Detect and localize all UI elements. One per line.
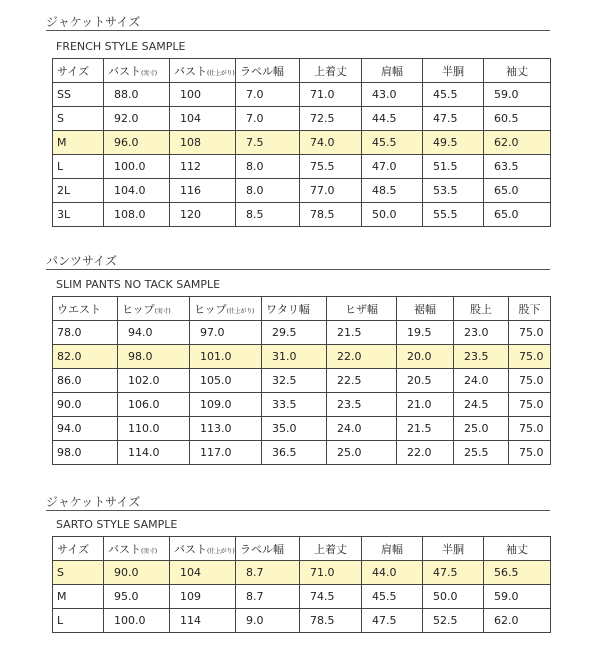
header-label: 半胴 bbox=[442, 542, 464, 556]
table-cell: 21.5 bbox=[397, 417, 454, 441]
table-cell: 97.0 bbox=[190, 321, 262, 345]
header-label: 袖丈 bbox=[506, 64, 528, 78]
table-cell: 98.0 bbox=[118, 345, 190, 369]
table-cell: 75.0 bbox=[509, 321, 551, 345]
sarto-header-cell bbox=[362, 537, 423, 561]
table-cell: 8.0 bbox=[236, 155, 300, 179]
table-cell: 8.5 bbox=[236, 203, 300, 227]
table-cell: 78.5 bbox=[300, 203, 362, 227]
table-cell: 51.5 bbox=[423, 155, 484, 179]
table-cell: 9.0 bbox=[236, 609, 300, 633]
header-label: ヒップ bbox=[194, 302, 227, 316]
table-cell: 104.0 bbox=[104, 179, 170, 203]
header-label: ワタリ幅 bbox=[266, 302, 310, 316]
table-cell: 71.0 bbox=[300, 83, 362, 107]
sarto-header-row bbox=[53, 537, 551, 561]
table-cell: L bbox=[53, 609, 104, 633]
header-label: ヒザ幅 bbox=[345, 302, 378, 316]
jacket-section-heading: ジャケットサイズ bbox=[46, 15, 550, 31]
table-cell: 7.0 bbox=[236, 107, 300, 131]
table-cell: 19.5 bbox=[397, 321, 454, 345]
table-cell: 112 bbox=[170, 155, 236, 179]
table-cell: 45.5 bbox=[362, 131, 423, 155]
header-note: (仕上がり) bbox=[226, 307, 255, 315]
table-cell: 8.0 bbox=[236, 179, 300, 203]
table-cell: 25.0 bbox=[327, 441, 397, 465]
table-cell: 117.0 bbox=[190, 441, 262, 465]
table-row bbox=[53, 441, 551, 465]
table-cell: 47.5 bbox=[423, 107, 484, 131]
table-cell: 7.5 bbox=[236, 131, 300, 155]
table-cell: 65.0 bbox=[484, 179, 551, 203]
table-row bbox=[53, 131, 551, 155]
table-row bbox=[53, 393, 551, 417]
table-cell: 20.5 bbox=[397, 369, 454, 393]
table-cell: L bbox=[53, 155, 104, 179]
table-cell: 21.0 bbox=[397, 393, 454, 417]
header-label: サイズ bbox=[57, 542, 90, 556]
table-cell: 31.0 bbox=[262, 345, 327, 369]
jacket-sample-title: FRENCH STYLE SAMPLE bbox=[56, 40, 186, 53]
table-row bbox=[53, 203, 551, 227]
table-cell: 94.0 bbox=[118, 321, 190, 345]
table-row bbox=[53, 107, 551, 131]
header-label: 肩幅 bbox=[381, 542, 403, 556]
table-cell: 63.5 bbox=[484, 155, 551, 179]
table-cell: 52.5 bbox=[423, 609, 484, 633]
pants-header-cell bbox=[397, 297, 454, 321]
table-cell: 100 bbox=[170, 83, 236, 107]
header-label: 半胴 bbox=[442, 64, 464, 78]
sarto-header-cell bbox=[423, 537, 484, 561]
table-cell: 109.0 bbox=[190, 393, 262, 417]
table-row bbox=[53, 155, 551, 179]
header-note: (仕上がり) bbox=[207, 69, 235, 77]
table-cell: 96.0 bbox=[104, 131, 170, 155]
table-cell: 106.0 bbox=[118, 393, 190, 417]
table-cell: 92.0 bbox=[104, 107, 170, 131]
table-cell: M bbox=[53, 131, 104, 155]
table-cell: 22.0 bbox=[397, 441, 454, 465]
table-cell: 78.0 bbox=[53, 321, 118, 345]
table-cell: 44.0 bbox=[362, 561, 423, 585]
table-row bbox=[53, 609, 551, 633]
table-row bbox=[53, 561, 551, 585]
pants-section-heading: パンツサイズ bbox=[46, 254, 550, 270]
sarto-header-cell bbox=[300, 537, 362, 561]
table-cell: 47.5 bbox=[362, 609, 423, 633]
sarto-header-cell bbox=[236, 537, 300, 561]
table-cell: 50.0 bbox=[362, 203, 423, 227]
jacket-header-cell bbox=[104, 59, 170, 83]
header-label: ラペル幅 bbox=[240, 64, 284, 78]
table-cell: 88.0 bbox=[104, 83, 170, 107]
table-cell: 62.0 bbox=[484, 609, 551, 633]
table-cell: S bbox=[53, 561, 104, 585]
header-label: バスト bbox=[174, 542, 207, 556]
table-cell: 82.0 bbox=[53, 345, 118, 369]
table-cell: 8.7 bbox=[236, 561, 300, 585]
pants-header-cell bbox=[327, 297, 397, 321]
header-label: バスト bbox=[108, 64, 141, 78]
table-cell: 108.0 bbox=[104, 203, 170, 227]
sarto-section-heading: ジャケットサイズ bbox=[46, 495, 550, 511]
table-cell: 113.0 bbox=[190, 417, 262, 441]
table-cell: 8.7 bbox=[236, 585, 300, 609]
pants-header-cell bbox=[262, 297, 327, 321]
table-cell: 75.0 bbox=[509, 417, 551, 441]
jacket-header-cell bbox=[362, 59, 423, 83]
table-cell: 49.5 bbox=[423, 131, 484, 155]
table-cell: 36.5 bbox=[262, 441, 327, 465]
table-row bbox=[53, 369, 551, 393]
table-cell: 55.5 bbox=[423, 203, 484, 227]
table-cell: 47.5 bbox=[423, 561, 484, 585]
table-cell: 109 bbox=[170, 585, 236, 609]
table-cell: 56.5 bbox=[484, 561, 551, 585]
table-cell: 90.0 bbox=[104, 561, 170, 585]
table-cell: 75.0 bbox=[509, 393, 551, 417]
table-cell: S bbox=[53, 107, 104, 131]
table-cell: 50.0 bbox=[423, 585, 484, 609]
table-row bbox=[53, 345, 551, 369]
sarto-size-table bbox=[52, 536, 551, 633]
table-cell: 116 bbox=[170, 179, 236, 203]
table-cell: 114.0 bbox=[118, 441, 190, 465]
header-label: サイズ bbox=[57, 64, 90, 78]
table-cell: SS bbox=[53, 83, 104, 107]
table-cell: 114 bbox=[170, 609, 236, 633]
header-label: ラペル幅 bbox=[240, 542, 284, 556]
table-cell: 53.5 bbox=[423, 179, 484, 203]
header-label: バスト bbox=[174, 64, 207, 78]
table-cell: 7.0 bbox=[236, 83, 300, 107]
table-cell: 43.0 bbox=[362, 83, 423, 107]
jacket-header-cell bbox=[300, 59, 362, 83]
table-row bbox=[53, 83, 551, 107]
table-cell: 2L bbox=[53, 179, 104, 203]
sarto-header-cell bbox=[53, 537, 104, 561]
table-cell: 24.5 bbox=[454, 393, 509, 417]
table-cell: 98.0 bbox=[53, 441, 118, 465]
jacket-header-cell bbox=[170, 59, 236, 83]
header-note: (実寸) bbox=[141, 547, 157, 555]
pants-header-cell bbox=[190, 297, 262, 321]
table-cell: M bbox=[53, 585, 104, 609]
pants-sample-title: SLIM PANTS NO TACK SAMPLE bbox=[56, 278, 221, 291]
table-cell: 101.0 bbox=[190, 345, 262, 369]
table-cell: 75.0 bbox=[509, 441, 551, 465]
table-cell: 120 bbox=[170, 203, 236, 227]
table-cell: 23.5 bbox=[454, 345, 509, 369]
table-cell: 21.5 bbox=[327, 321, 397, 345]
sarto-header-cell bbox=[484, 537, 551, 561]
table-cell: 59.0 bbox=[484, 585, 551, 609]
table-cell: 24.0 bbox=[327, 417, 397, 441]
table-cell: 105.0 bbox=[190, 369, 262, 393]
header-label: 上着丈 bbox=[314, 64, 347, 78]
pants-header-row bbox=[53, 297, 551, 321]
table-cell: 104 bbox=[170, 107, 236, 131]
table-cell: 44.5 bbox=[362, 107, 423, 131]
table-cell: 102.0 bbox=[118, 369, 190, 393]
table-cell: 94.0 bbox=[53, 417, 118, 441]
header-label: ウエスト bbox=[57, 302, 101, 316]
table-cell: 24.0 bbox=[454, 369, 509, 393]
table-cell: 22.5 bbox=[327, 369, 397, 393]
table-cell: 75.0 bbox=[509, 369, 551, 393]
table-cell: 104 bbox=[170, 561, 236, 585]
table-cell: 47.0 bbox=[362, 155, 423, 179]
sarto-header-cell bbox=[104, 537, 170, 561]
header-label: 上着丈 bbox=[314, 542, 347, 556]
jacket-header-cell bbox=[484, 59, 551, 83]
table-cell: 74.0 bbox=[300, 131, 362, 155]
table-cell: 75.5 bbox=[300, 155, 362, 179]
table-cell: 29.5 bbox=[262, 321, 327, 345]
table-cell: 100.0 bbox=[104, 155, 170, 179]
table-cell: 65.0 bbox=[484, 203, 551, 227]
table-cell: 86.0 bbox=[53, 369, 118, 393]
table-cell: 3L bbox=[53, 203, 104, 227]
table-cell: 95.0 bbox=[104, 585, 170, 609]
table-cell: 62.0 bbox=[484, 131, 551, 155]
table-cell: 23.0 bbox=[454, 321, 509, 345]
header-label: ヒップ bbox=[122, 302, 155, 316]
table-cell: 90.0 bbox=[53, 393, 118, 417]
header-label: 袖丈 bbox=[506, 542, 528, 556]
table-row bbox=[53, 417, 551, 441]
header-label: 股下 bbox=[518, 302, 541, 316]
table-cell: 71.0 bbox=[300, 561, 362, 585]
header-label: バスト bbox=[108, 542, 141, 556]
table-cell: 72.5 bbox=[300, 107, 362, 131]
header-label: 肩幅 bbox=[381, 64, 403, 78]
table-cell: 74.5 bbox=[300, 585, 362, 609]
table-cell: 59.0 bbox=[484, 83, 551, 107]
table-cell: 22.0 bbox=[327, 345, 397, 369]
sarto-sample-title: SARTO STYLE SAMPLE bbox=[56, 518, 178, 531]
table-cell: 32.5 bbox=[262, 369, 327, 393]
table-cell: 20.0 bbox=[397, 345, 454, 369]
table-cell: 77.0 bbox=[300, 179, 362, 203]
header-note: (仕上がり) bbox=[207, 547, 235, 555]
pants-header-cell bbox=[118, 297, 190, 321]
table-row bbox=[53, 321, 551, 345]
table-cell: 25.0 bbox=[454, 417, 509, 441]
pants-header-cell bbox=[454, 297, 509, 321]
table-cell: 45.5 bbox=[362, 585, 423, 609]
table-row bbox=[53, 585, 551, 609]
table-row bbox=[53, 179, 551, 203]
table-cell: 108 bbox=[170, 131, 236, 155]
pants-header-cell bbox=[53, 297, 118, 321]
jacket-header-cell bbox=[53, 59, 104, 83]
table-cell: 23.5 bbox=[327, 393, 397, 417]
jacket-size-table bbox=[52, 58, 551, 227]
table-cell: 75.0 bbox=[509, 345, 551, 369]
jacket-header-row bbox=[53, 59, 551, 83]
table-cell: 78.5 bbox=[300, 609, 362, 633]
header-note: (実寸) bbox=[141, 69, 157, 77]
sarto-header-cell bbox=[170, 537, 236, 561]
table-cell: 48.5 bbox=[362, 179, 423, 203]
table-cell: 33.5 bbox=[262, 393, 327, 417]
pants-header-cell bbox=[509, 297, 551, 321]
jacket-header-cell bbox=[236, 59, 300, 83]
table-cell: 60.5 bbox=[484, 107, 551, 131]
table-cell: 25.5 bbox=[454, 441, 509, 465]
pants-size-table bbox=[52, 296, 551, 465]
header-label: 裾幅 bbox=[414, 302, 436, 316]
table-cell: 45.5 bbox=[423, 83, 484, 107]
header-note: (実寸) bbox=[154, 307, 171, 315]
table-cell: 35.0 bbox=[262, 417, 327, 441]
jacket-header-cell bbox=[423, 59, 484, 83]
header-label: 股上 bbox=[470, 302, 492, 316]
table-cell: 110.0 bbox=[118, 417, 190, 441]
table-cell: 100.0 bbox=[104, 609, 170, 633]
